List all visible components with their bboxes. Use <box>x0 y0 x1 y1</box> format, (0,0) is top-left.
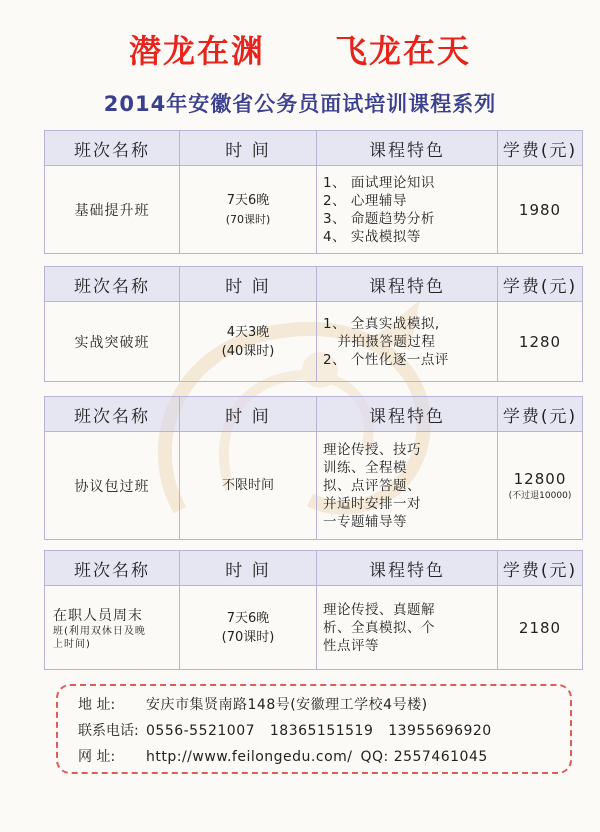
slogan-right: 飞龙在天 <box>335 32 472 70</box>
course-name-line3: 上时间) <box>53 638 91 650</box>
table-row <box>45 586 583 670</box>
feature-item: 2、 个性化逐一点评 <box>323 351 449 368</box>
course-name: 协议包过班 <box>45 432 180 540</box>
column-header-name: 班次名称 <box>45 551 180 586</box>
contact-box <box>56 684 572 774</box>
phone-label: 联系电话: <box>78 723 139 739</box>
course-features <box>317 166 498 254</box>
column-header-fee: 学费(元) <box>498 131 583 166</box>
course-days: 4天3晚 <box>226 324 270 340</box>
fee-refund-note: (不过退10000) <box>508 491 572 501</box>
column-header-name: 班次名称 <box>45 131 180 166</box>
address-row <box>78 694 428 714</box>
course-name <box>45 586 180 670</box>
course-features <box>317 586 498 670</box>
table-header-row <box>45 551 583 586</box>
slogan-headline <box>0 26 600 72</box>
feature-item: 理论传授、真题解 <box>323 601 435 618</box>
slogan-left: 潜龙在渊 <box>128 32 265 70</box>
feature-item: 拟、点评答题、 <box>323 477 421 494</box>
course-name: 实战突破班 <box>45 302 180 382</box>
course-fee <box>498 432 583 540</box>
column-header-fee: 学费(元) <box>498 397 583 432</box>
feature-item: 4、 实战模拟等 <box>323 228 421 245</box>
course-time: 不限时间 <box>180 432 317 540</box>
feature-item: 3、 命题趋势分析 <box>323 210 435 227</box>
phone-row <box>78 720 492 740</box>
course-name: 基础提升班 <box>45 166 180 254</box>
feature-item: 理论传授、技巧 <box>323 441 421 458</box>
table-row <box>45 166 583 254</box>
website-link[interactable]: http://www.feilongedu.com/ <box>146 749 353 765</box>
feature-item: 1、 全真实战模拟, <box>323 315 440 332</box>
course-fee: 1280 <box>498 302 583 382</box>
column-header-features: 课程特色 <box>317 131 498 166</box>
course-hours: (40课时) <box>221 343 275 359</box>
feature-item: 并适时安排一对 <box>323 495 421 512</box>
website-row <box>78 746 488 766</box>
column-header-fee: 学费(元) <box>498 267 583 302</box>
table-row <box>45 302 583 382</box>
table-header-row <box>45 397 583 432</box>
column-header-name: 班次名称 <box>45 267 180 302</box>
column-header-features: 课程特色 <box>317 397 498 432</box>
address-value: 安庆市集贤南路148号(安徽理工学校4号楼) <box>146 697 428 713</box>
table-header-row <box>45 267 583 302</box>
course-days: 7天6晚 <box>226 610 270 626</box>
course-time <box>180 586 317 670</box>
course-table-guarantee <box>44 396 583 540</box>
course-time <box>180 302 317 382</box>
feature-item: 并拍摄答题过程 <box>323 333 436 350</box>
feature-item: 训练、全程模 <box>323 459 407 476</box>
website-label: 网 址: <box>78 749 116 765</box>
page-title: 2014年安徽省公务员面试培训课程系列 <box>103 92 497 116</box>
course-hours: (70课时) <box>221 629 275 645</box>
course-hours: (70课时) <box>225 212 271 226</box>
qq-number: QQ: 2557461045 <box>360 749 488 765</box>
column-header-features: 课程特色 <box>317 267 498 302</box>
column-header-time: 时 间 <box>180 131 317 166</box>
column-header-name: 班次名称 <box>45 397 180 432</box>
course-fee: 2180 <box>498 586 583 670</box>
feature-item: 析、全真模拟、个 <box>323 619 435 636</box>
feature-item: 一专题辅导等 <box>323 513 407 530</box>
course-name-line2: 班(利用双休日及晚 <box>53 625 146 637</box>
column-header-time: 时 间 <box>180 267 317 302</box>
course-table-weekend <box>44 550 583 670</box>
table-header-row <box>45 131 583 166</box>
course-time <box>180 166 317 254</box>
course-table-basic <box>44 130 583 254</box>
column-header-time: 时 间 <box>180 397 317 432</box>
column-header-time: 时 间 <box>180 551 317 586</box>
address-label: 地 址: <box>78 697 116 713</box>
course-features <box>317 432 498 540</box>
course-name-line1: 在职人员周末 <box>53 607 143 624</box>
feature-item: 1、 面试理论知识 <box>323 174 435 191</box>
course-features <box>317 302 498 382</box>
feature-item: 性点评等 <box>323 637 379 654</box>
course-fee: 1980 <box>498 166 583 254</box>
course-table-practice <box>44 266 583 382</box>
column-header-features: 课程特色 <box>317 551 498 586</box>
fee-value: 12800 <box>513 470 567 488</box>
table-row <box>45 432 583 540</box>
feature-item: 2、 心理辅导 <box>323 192 407 209</box>
course-days: 7天6晚 <box>226 192 270 208</box>
column-header-fee: 学费(元) <box>498 551 583 586</box>
phone-numbers: 0556-5521007 18365151519 13955696920 <box>146 723 492 739</box>
